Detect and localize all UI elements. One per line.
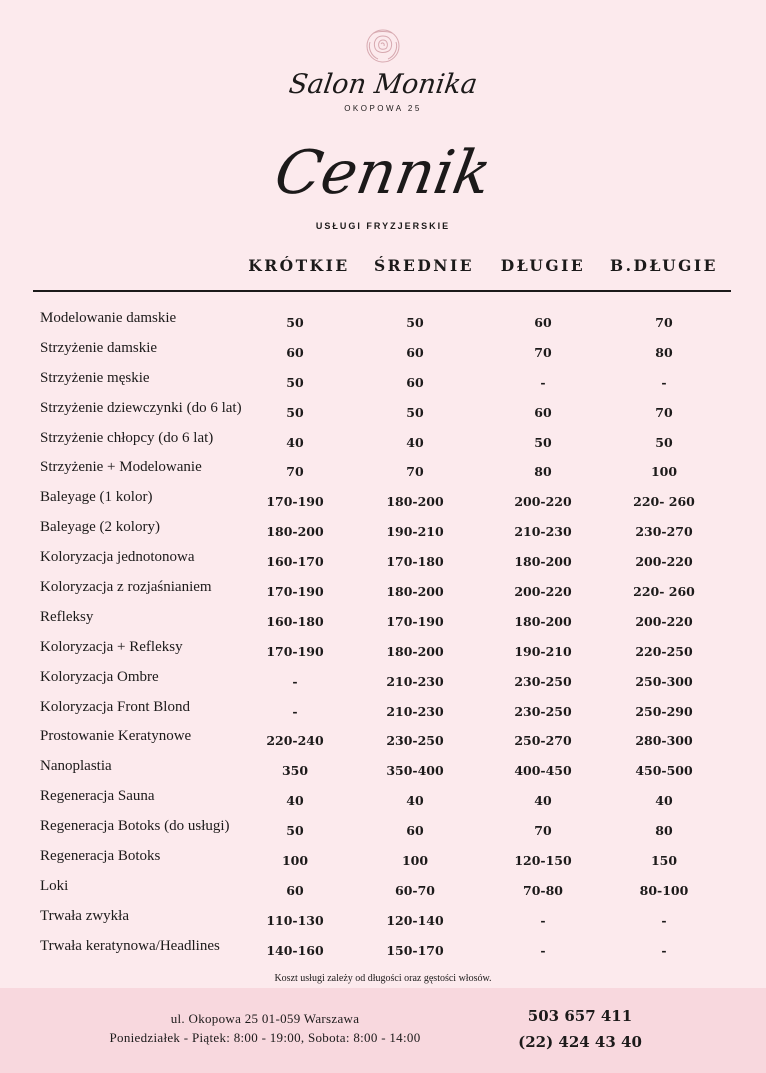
price-cell: 210-230 xyxy=(386,703,444,719)
price-cell: 220- 260 xyxy=(633,494,695,510)
price-cell: 220- 260 xyxy=(633,584,695,600)
table-row xyxy=(0,426,766,456)
table-row xyxy=(0,784,766,814)
price-cell: 60 xyxy=(534,404,552,420)
price-note: Koszt usługi zależy od długości oraz gęstości włosów. xyxy=(274,973,492,984)
price-cell: 50 xyxy=(406,315,424,330)
service-name: Trwała keratynowa/Headlines xyxy=(40,937,220,954)
price-cell: 230-250 xyxy=(514,673,572,689)
table-row xyxy=(0,814,766,844)
price-cell: 40 xyxy=(406,434,424,450)
page-title: Cennik xyxy=(269,138,497,208)
price-cell: 70 xyxy=(655,404,673,420)
price-cell: 180-200 xyxy=(266,524,324,540)
price-cell: 190-210 xyxy=(386,524,444,540)
price-cell: 120-140 xyxy=(386,912,444,928)
price-cell: 280-300 xyxy=(635,733,693,749)
price-cell: 210-230 xyxy=(386,673,444,689)
price-cell: 200-220 xyxy=(514,584,572,600)
price-cell: 350 xyxy=(281,763,309,779)
service-name: Refleksy xyxy=(40,608,94,625)
service-name: Strzyżenie + Modelowanie xyxy=(40,459,202,476)
footer-address: ul. Okopowa 25 01-059 Warszawa xyxy=(170,1011,360,1026)
table-row xyxy=(0,695,766,725)
header-divider xyxy=(33,290,731,292)
price-cell: 230-270 xyxy=(635,524,693,540)
footer-phone-mobile[interactable]: 503 657 411 xyxy=(527,1007,633,1025)
price-cell: 160-170 xyxy=(266,554,324,570)
table-row xyxy=(0,665,766,695)
price-cell: 70-80 xyxy=(523,882,563,898)
price-cell: 250-290 xyxy=(635,703,693,719)
service-name: Loki xyxy=(40,877,69,894)
service-name: Regeneracja Sauna xyxy=(40,788,155,805)
table-row xyxy=(0,934,766,964)
price-cell: 170-180 xyxy=(386,554,444,570)
service-name: Regeneracja Botoks (do usługi) xyxy=(40,818,230,835)
price-cell: 40 xyxy=(286,434,304,450)
price-cell: 170-190 xyxy=(266,643,324,659)
price-cell: 100 xyxy=(401,853,429,869)
price-cell: 50 xyxy=(286,315,304,330)
price-cell: 70 xyxy=(534,344,552,360)
price-cell: - xyxy=(540,912,546,928)
price-cell: 210-230 xyxy=(514,524,572,540)
price-cell: 80 xyxy=(655,823,673,839)
footer xyxy=(0,988,766,1073)
price-cell: 60 xyxy=(286,344,304,360)
price-cell: 50 xyxy=(286,823,304,839)
column-header-long: DŁUGIE xyxy=(500,256,586,275)
price-cell: 250-270 xyxy=(514,733,572,749)
price-cell: 450-500 xyxy=(635,763,693,779)
price-cell: - xyxy=(540,942,546,958)
price-cell: 160-180 xyxy=(266,613,324,629)
table-row xyxy=(0,575,766,605)
price-cell: 180-200 xyxy=(386,584,444,600)
service-name: Koloryzacja Ombre xyxy=(40,668,159,685)
table-row xyxy=(0,904,766,934)
service-name: Trwała zwykła xyxy=(40,907,130,924)
service-name: Strzyżenie dziewczynki (do 6 lat) xyxy=(40,399,242,416)
price-cell: 50 xyxy=(655,434,673,450)
table-row xyxy=(0,396,766,426)
table-row xyxy=(0,844,766,874)
price-list xyxy=(0,306,766,964)
table-row xyxy=(0,515,766,545)
price-cell: 80 xyxy=(534,464,552,480)
price-cell: 400-450 xyxy=(514,763,572,779)
price-cell: 40 xyxy=(406,793,424,809)
price-cell: 70 xyxy=(655,315,673,330)
price-cell: 250-300 xyxy=(635,673,693,689)
price-cell: 230-250 xyxy=(386,733,444,749)
price-cell: 70 xyxy=(286,464,304,480)
rose-icon xyxy=(362,26,404,66)
service-name: Strzyżenie chłopcy (do 6 lat) xyxy=(40,429,214,446)
table-row xyxy=(0,336,766,366)
table-row xyxy=(0,724,766,754)
price-cell: 170-190 xyxy=(386,613,444,629)
service-name: Koloryzacja + Refleksy xyxy=(40,638,183,655)
price-cell: 100 xyxy=(650,464,678,480)
price-cell: 100 xyxy=(281,853,309,869)
price-cell: 60 xyxy=(286,882,304,898)
service-name: Koloryzacja z rozjaśnianiem xyxy=(40,579,212,596)
service-name: Baleyage (2 kolory) xyxy=(40,519,160,536)
price-cell: 220-250 xyxy=(635,643,693,659)
price-cell: 200-220 xyxy=(635,554,693,570)
price-cell: 110-130 xyxy=(266,912,324,928)
table-row xyxy=(0,754,766,784)
price-cell: 40 xyxy=(286,793,304,809)
column-header-medium: ŚREDNIE xyxy=(373,256,475,275)
price-cell: 50 xyxy=(534,434,552,450)
price-cell: - xyxy=(292,703,298,719)
salon-street: OKOPOWA 25 xyxy=(344,104,422,113)
price-cell: 40 xyxy=(534,793,552,809)
price-cell: - xyxy=(661,912,667,928)
table-row xyxy=(0,874,766,904)
price-cell: 60 xyxy=(406,344,424,360)
price-cell: - xyxy=(661,374,667,390)
salon-name: Salon Monika xyxy=(286,69,480,100)
price-cell: 80 xyxy=(655,344,673,360)
price-cell: 80-100 xyxy=(639,882,689,898)
service-name: Prostowanie Keratynowe xyxy=(40,728,192,745)
price-cell: 180-200 xyxy=(386,643,444,659)
price-cell: 350-400 xyxy=(386,763,444,779)
page-subtitle: USŁUGI FRYZJERSKIE xyxy=(315,221,451,231)
price-cell: - xyxy=(540,374,546,390)
price-cell: 180-200 xyxy=(514,554,572,570)
price-cell: 230-250 xyxy=(514,703,572,719)
price-cell: 180-200 xyxy=(514,613,572,629)
price-cell: 220-240 xyxy=(266,733,324,749)
price-cell: 50 xyxy=(286,374,304,390)
table-row xyxy=(0,605,766,635)
footer-phone-landline[interactable]: (22) 424 43 40 xyxy=(518,1033,642,1051)
table-row xyxy=(0,635,766,665)
price-cell: 50 xyxy=(286,404,304,420)
price-cell: 200-220 xyxy=(514,494,572,510)
price-cell: 170-190 xyxy=(266,494,324,510)
column-header-very-long: B.DŁUGIE xyxy=(610,256,718,275)
service-name: Modelowanie damskie xyxy=(40,310,177,326)
price-cell: 140-160 xyxy=(266,942,324,958)
price-cell: 50 xyxy=(406,404,424,420)
table-row xyxy=(0,366,766,396)
table-row xyxy=(0,545,766,575)
price-cell: 180-200 xyxy=(386,494,444,510)
price-cell: 70 xyxy=(534,823,552,839)
table-row xyxy=(0,455,766,485)
price-cell: 60 xyxy=(406,374,424,390)
price-cell: 150-170 xyxy=(386,942,444,958)
price-cell: 190-210 xyxy=(514,643,572,659)
column-header-short: KRÓTKIE xyxy=(248,256,350,275)
service-name: Regeneracja Botoks xyxy=(40,848,161,865)
price-cell: 200-220 xyxy=(635,613,693,629)
price-cell: 40 xyxy=(655,793,673,809)
service-name: Koloryzacja jednotonowa xyxy=(40,549,195,566)
service-name: Nanoplastia xyxy=(40,758,112,775)
price-cell: - xyxy=(292,673,298,689)
service-name: Baleyage (1 kolor) xyxy=(40,489,153,506)
price-cell: 60 xyxy=(406,823,424,839)
service-name: Koloryzacja Front Blond xyxy=(40,698,190,715)
service-name: Strzyżenie damskie xyxy=(40,339,158,356)
price-cell: 170-190 xyxy=(266,584,324,600)
price-cell: 60-70 xyxy=(395,882,435,898)
salon-logo xyxy=(0,26,766,113)
price-cell: 150 xyxy=(650,853,678,869)
price-cell: 60 xyxy=(534,315,552,330)
service-name: Strzyżenie męskie xyxy=(40,369,150,386)
table-row xyxy=(0,485,766,515)
price-cell: 120-150 xyxy=(514,853,572,869)
table-row xyxy=(0,306,766,336)
price-cell: 70 xyxy=(406,464,424,480)
footer-hours: Poniedziałek - Piątek: 8:00 - 19:00, Sobota: 8:00 - 14:00 xyxy=(109,1030,421,1045)
price-cell: - xyxy=(661,942,667,958)
